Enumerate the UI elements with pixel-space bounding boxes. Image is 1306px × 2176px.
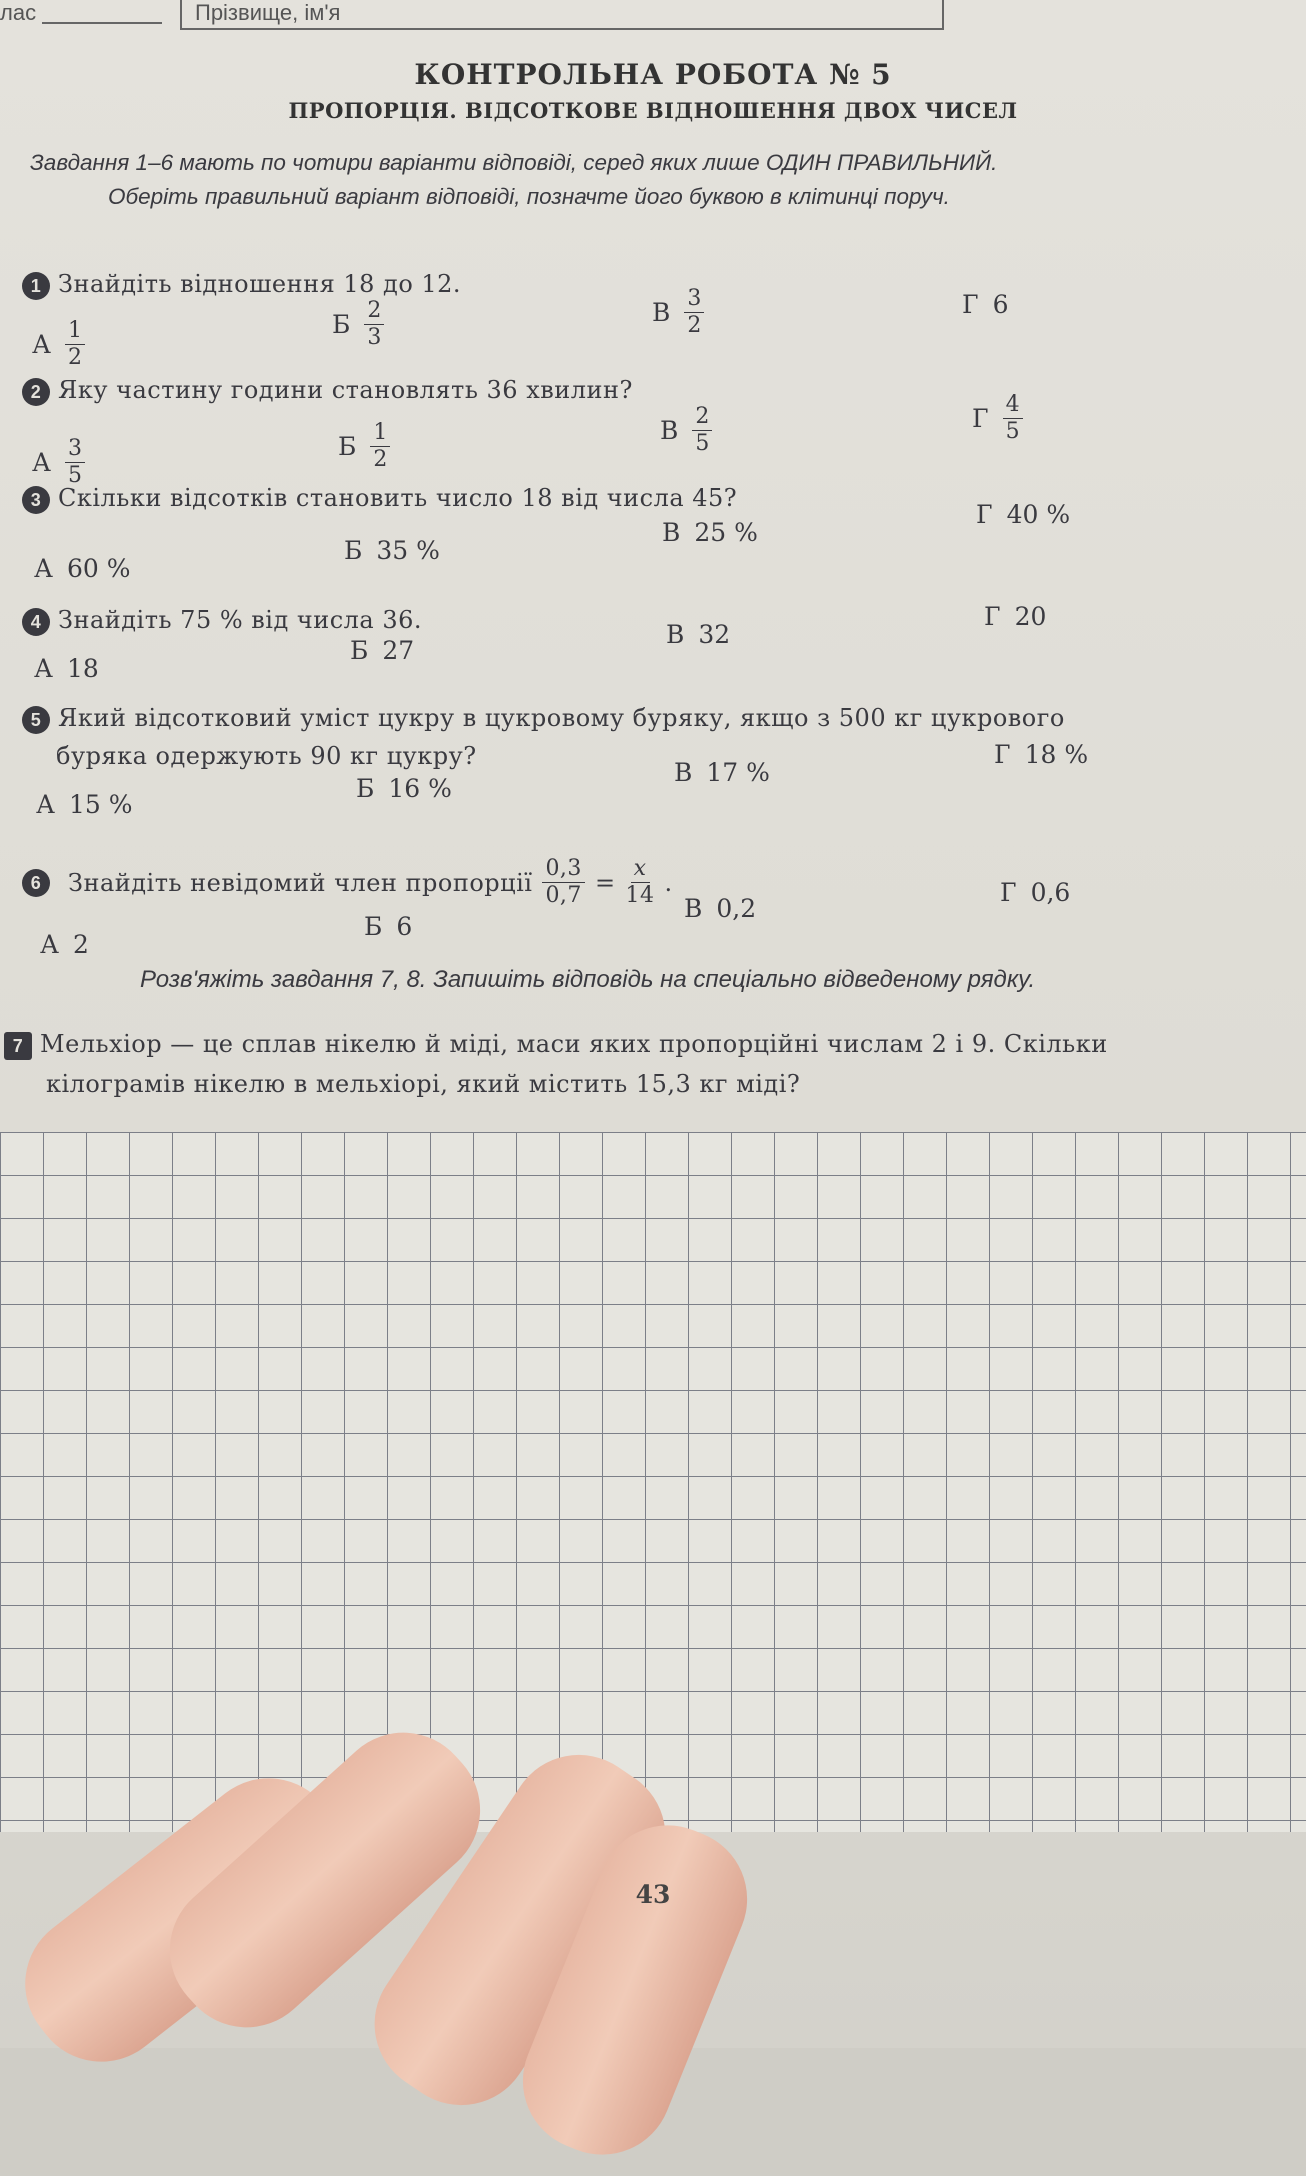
- option-1-b[interactable]: Б $\frac{2}{3}$: [332, 298, 384, 351]
- fraction: $\frac{1}{2}$: [370, 420, 390, 473]
- question-4: [22, 606, 422, 636]
- fraction: $\frac{4}{5}$: [1003, 392, 1023, 445]
- option-4-d[interactable]: Г 20: [984, 602, 1047, 631]
- question-text: Скільки відсотків становить число 18 від числа 45?: [58, 484, 738, 512]
- question-5-line-2: буряка одержують 90 кг цукру?: [56, 742, 477, 770]
- question-text: Мельхіор — це сплав нікелю й міді, маси яких пропорційні числам 2 і 9. Скільки: [40, 1030, 1108, 1058]
- question-6: 6 Знайдіть невідомий член пропорції $\frac{0,3}{0,7}$ = $\frac{x}{14}$ .: [22, 856, 673, 909]
- question-5: [22, 704, 1065, 734]
- option-6-b[interactable]: Б 6: [364, 912, 413, 941]
- option-1-c[interactable]: В $\frac{3}{2}$: [652, 286, 704, 339]
- class-label: лас: [0, 0, 37, 25]
- option-3-b[interactable]: Б 35 %: [344, 536, 440, 565]
- option-5-c[interactable]: В 17 %: [674, 758, 770, 787]
- option-2-a[interactable]: А $\frac{3}{5}$: [32, 436, 85, 489]
- question-2: [22, 376, 633, 406]
- option-4-a[interactable]: А 18: [34, 654, 99, 683]
- option-6-a[interactable]: А 2: [40, 930, 89, 959]
- class-field-line[interactable]: [42, 22, 162, 24]
- question-number-badge: 3: [22, 486, 50, 514]
- option-3-d[interactable]: Г 40 %: [976, 500, 1071, 529]
- question-number-badge: 7: [4, 1032, 32, 1060]
- page-subtitle: ПРОПОРЦІЯ. ВІДСОТКОВЕ ВІДНОШЕННЯ ДВОХ ЧИСЕЛ: [288, 98, 1018, 123]
- option-5-a[interactable]: А 15 %: [36, 790, 133, 819]
- question-number-badge: 5: [22, 706, 50, 734]
- option-6-c[interactable]: В 0,2: [684, 894, 757, 923]
- fraction: $\frac{3}{5}$: [65, 436, 85, 489]
- proportion-right-fraction: $\frac{x}{14}$: [625, 856, 655, 908]
- option-1-d[interactable]: Г 6: [962, 290, 1009, 319]
- question-text: Знайдіть відношення 18 до 12.: [58, 270, 462, 298]
- page-number: 43: [635, 1880, 671, 1909]
- page-title: КОНТРОЛЬНА РОБОТА № 5: [414, 58, 892, 91]
- option-3-a[interactable]: А 60 %: [34, 554, 131, 583]
- question-1: [22, 270, 461, 300]
- fraction: $\frac{2}{3}$: [364, 298, 384, 351]
- option-2-b[interactable]: Б $\frac{1}{2}$: [338, 420, 390, 473]
- fraction: $\frac{1}{2}$: [65, 318, 85, 371]
- fraction: $\frac{2}{5}$: [692, 404, 712, 457]
- proportion-equals: =: [594, 868, 616, 897]
- answer-grid[interactable]: [0, 1132, 1306, 1832]
- option-2-d[interactable]: Г $\frac{4}{5}$: [972, 392, 1023, 445]
- option-3-c[interactable]: В 25 %: [662, 518, 758, 547]
- proportion-left-fraction: $\frac{0,3}{0,7}$: [542, 856, 585, 909]
- instructions-line-2: Оберіть правильний варіант відповіді, позначте його буквою в клітинці поруч.: [108, 184, 950, 209]
- question-text: Який відсотковий уміст цукру в цукровому буряку, якщо з 500 кг цукрового: [58, 704, 1065, 732]
- option-4-b[interactable]: Б 27: [350, 636, 415, 665]
- question-7: [4, 1030, 1108, 1060]
- option-1-a[interactable]: А $\frac{1}{2}$: [32, 318, 85, 371]
- question-number-badge: 4: [22, 608, 50, 636]
- option-2-c[interactable]: В $\frac{2}{5}$: [660, 404, 712, 457]
- option-6-d[interactable]: Г 0,6: [1000, 878, 1071, 907]
- question-text: Яку частину години становлять 36 хвилин?: [58, 376, 633, 404]
- question-number-badge: 6: [22, 869, 50, 897]
- header: [0, 0, 1306, 40]
- question-text: Знайдіть невідомий член пропорції: [68, 868, 533, 897]
- question-number-badge: 2: [22, 378, 50, 406]
- question-7-line-2: кілограмів нікелю в мельхіорі, який містить 15,3 кг міді?: [46, 1070, 801, 1098]
- instructions-7-8: Розв'яжіть завдання 7, 8. Запишіть відповідь на спеціально відведеному рядку.: [140, 966, 1036, 993]
- option-4-c[interactable]: В 32: [666, 620, 731, 649]
- instructions-line-1: Завдання 1–6 мають по чотири варіанти відповіді, серед яких лише ОДИН ПРАВИЛЬНИЙ.: [30, 150, 998, 175]
- option-5-d[interactable]: Г 18 %: [994, 740, 1089, 769]
- question-3: [22, 484, 737, 514]
- question-text: Знайдіть 75 % від числа 36.: [58, 606, 423, 634]
- fraction: $\frac{3}{2}$: [684, 286, 704, 339]
- option-5-b[interactable]: Б 16 %: [356, 774, 452, 803]
- name-label: Прізвище, ім'я: [195, 0, 341, 25]
- question-number-badge: 1: [22, 272, 50, 300]
